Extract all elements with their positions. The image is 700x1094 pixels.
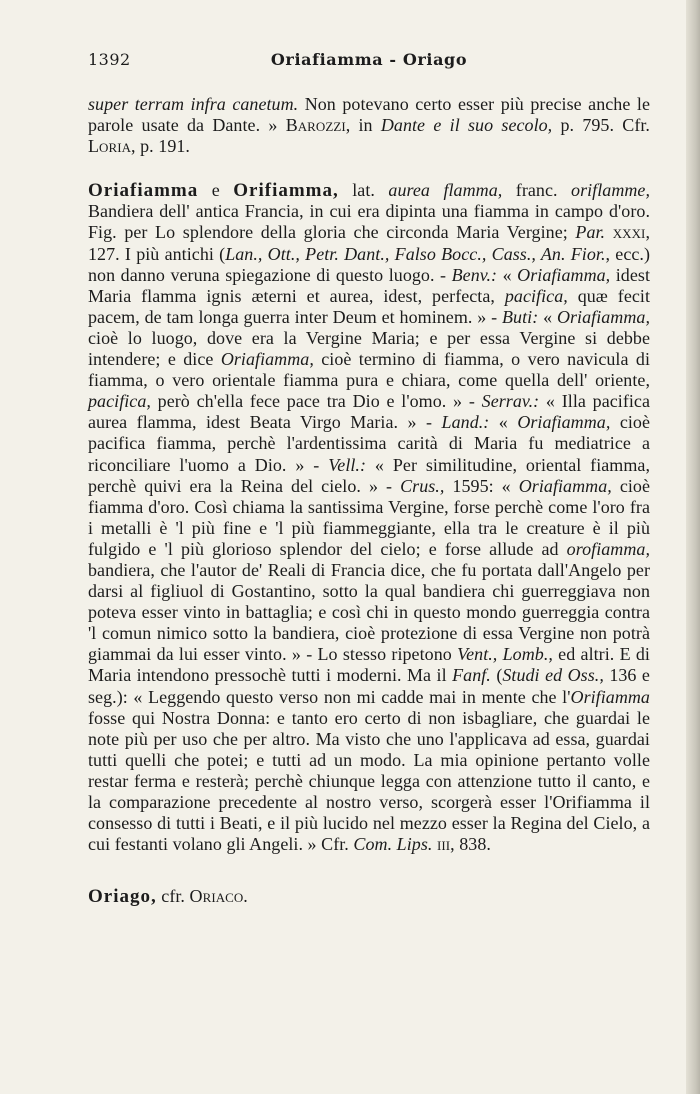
text: franc. (502, 180, 572, 201)
term: pacifica, (504, 285, 568, 306)
commentator: Benv.: (451, 264, 498, 285)
text: lat. (338, 180, 389, 201)
text: Bandiera dell' antica Francia, in cui era dipinta una fiamma in campo d'oro. Fig. per Lo splendore della gloria che circonda Maria Vergine; (88, 201, 650, 243)
text: , p. 191. (131, 136, 190, 157)
text: « (497, 264, 518, 285)
text: cfr. (156, 886, 190, 907)
text: cioè fiamma d'oro. Così chiama la santissima Vergine, forse perchè come l'oro fra i metalli è 'l più fine e 'l più fiammeggiante, ella tra le creature è il più fulgido e 'l più glorioso splendor del cielo; e forse allude ad (88, 475, 651, 559)
term: Oriafiamma, (556, 306, 650, 327)
headword-variant: Orifiamma, (233, 180, 339, 202)
commentators: Vent., Lomb., (457, 644, 553, 665)
running-title: Oriafiamma - Oriago (270, 50, 468, 69)
text: però ch'ella fece pace tra Dio e l'omo. » - (150, 391, 482, 412)
term: Oriafiamma, (517, 412, 611, 433)
canto-number: xxxi (605, 222, 646, 243)
cross-reference: Oriaco. (189, 886, 248, 907)
text: , 838. (450, 834, 491, 855)
text: , in (345, 115, 381, 136)
commentator: Serrav.: (481, 391, 540, 412)
page (88, 40, 650, 907)
text: « Per similitudine, oriental fiamma, perchè quivi era la Reina del cielo. » - (88, 454, 650, 496)
commentator: Fanf. (452, 665, 491, 686)
running-head (88, 40, 650, 70)
text: cioè lo luogo, dove era la Vergine Maria; e per essa Vergine si debbe intendere; e dice (88, 327, 650, 370)
french-form: oriflamme, (571, 180, 651, 201)
entry-oriago (88, 886, 650, 907)
text: fosse qui Nostra Donna: e tanto ero certo di non isbagliare, che guardai le note più per uso che per altro. Ma visto che uno l'applicava ad essa, guardai tutti quelli che potei; e tutti ad un modo. La mia opinione pertanto volle restar ferma e resterà; perchè chiunque legga con attenzione tutto il canto, e la comparazione precedente al nostro verso, scorgerà esser l'Orifiamma il consesso di tutti i Beati, e il più lucido nel mezzo esser la Regina del Cielo, a cui festanti volano gli Angeli. » Cfr. (88, 707, 650, 855)
text: Non potevano certo esser più precise anche le parole usate da Dante. » (88, 94, 650, 136)
commentator: Buti: (502, 306, 539, 327)
term: pacifica, (88, 391, 151, 412)
text: « Illa pacifica aurea flamma, idest Beata Virgo Maria. » - (88, 391, 650, 433)
entry-oriafiamma (88, 180, 650, 855)
text: quæ fecit pacem, de tam longa guerra inter Deum et hominem. » - (88, 285, 650, 327)
text: ed altri. E di Maria intendono pressochè tutti i moderni. Ma il (88, 644, 650, 686)
citation: Par. (575, 222, 606, 243)
term: Oriafiamma, (517, 264, 611, 285)
text: cioè pacifica fiamma, perchè l'ardentissima carità di Maria fu mediatrice a riconciliare l'uomo a Dio. » - (88, 412, 651, 475)
commentator: Land.: (441, 412, 490, 433)
volume-number: iii (432, 834, 451, 855)
commentators: Lan., Ott., Petr. Dant., Falso Bocc., Cass., An. Fior. (225, 243, 606, 264)
page-number: 1392 (88, 50, 131, 69)
book-spine-shadow (686, 0, 700, 1094)
text: « (538, 306, 557, 327)
term: orofiamma, (566, 538, 650, 559)
text: p. 795. Cfr. (552, 115, 650, 136)
text: , ecc.) non danno veruna spiegazione di questo luogo. - (88, 243, 650, 285)
text: cioè termino di fiamma, o vero navicula di fiamma, o vero orientale fiamma pura e chiara, come quella dell' oriente, (88, 349, 651, 391)
text: ( (490, 665, 503, 686)
text: e (198, 180, 234, 201)
text: idest Maria flamma ignis æterni et aurea, idest, perfecta, (88, 264, 651, 306)
term: Oriafiamma, (220, 349, 314, 370)
term: Orifiamma (570, 686, 650, 707)
continuation-paragraph (88, 94, 650, 157)
term: Oriafiamma, (518, 475, 612, 496)
text: 1595: « (444, 475, 519, 496)
commentator: Vell.: (328, 454, 367, 475)
book-title: Studi ed Oss., (502, 665, 604, 686)
headword: Oriago, (88, 886, 157, 908)
commentator: Crus., (400, 475, 445, 496)
text: bandiera, che l'autor de' Reali di Francia dice, che fu portata dall'Angelo per darsi al figliuol di Gostantino, sotto la qual bandiera chi guerreggiava non poteva esser vinto in battaglia; e così chi in questo mondo guerreggia contra 'l comun nimico sotto la bandiera, cioè protezione di essa Vergine non potrà giammai da lui esser vinto. » - Lo stesso ripetono (88, 559, 650, 665)
citation: Com. Lips. (353, 834, 433, 855)
author-name: Barozzi (285, 115, 346, 136)
headword: Oriafiamma (88, 180, 199, 202)
text: 136 e seg.): « Leggendo questo verso non mi cadde mai in mente che l' (88, 665, 650, 707)
text: , 127. I più antichi ( (88, 222, 650, 264)
book-title: Dante e il suo secolo, (380, 115, 553, 136)
latin-quote: super terram infra canetum. (88, 94, 299, 114)
text: « (489, 412, 518, 433)
latin-form: aurea flamma, (388, 180, 503, 201)
author-name: Loria (88, 136, 132, 157)
